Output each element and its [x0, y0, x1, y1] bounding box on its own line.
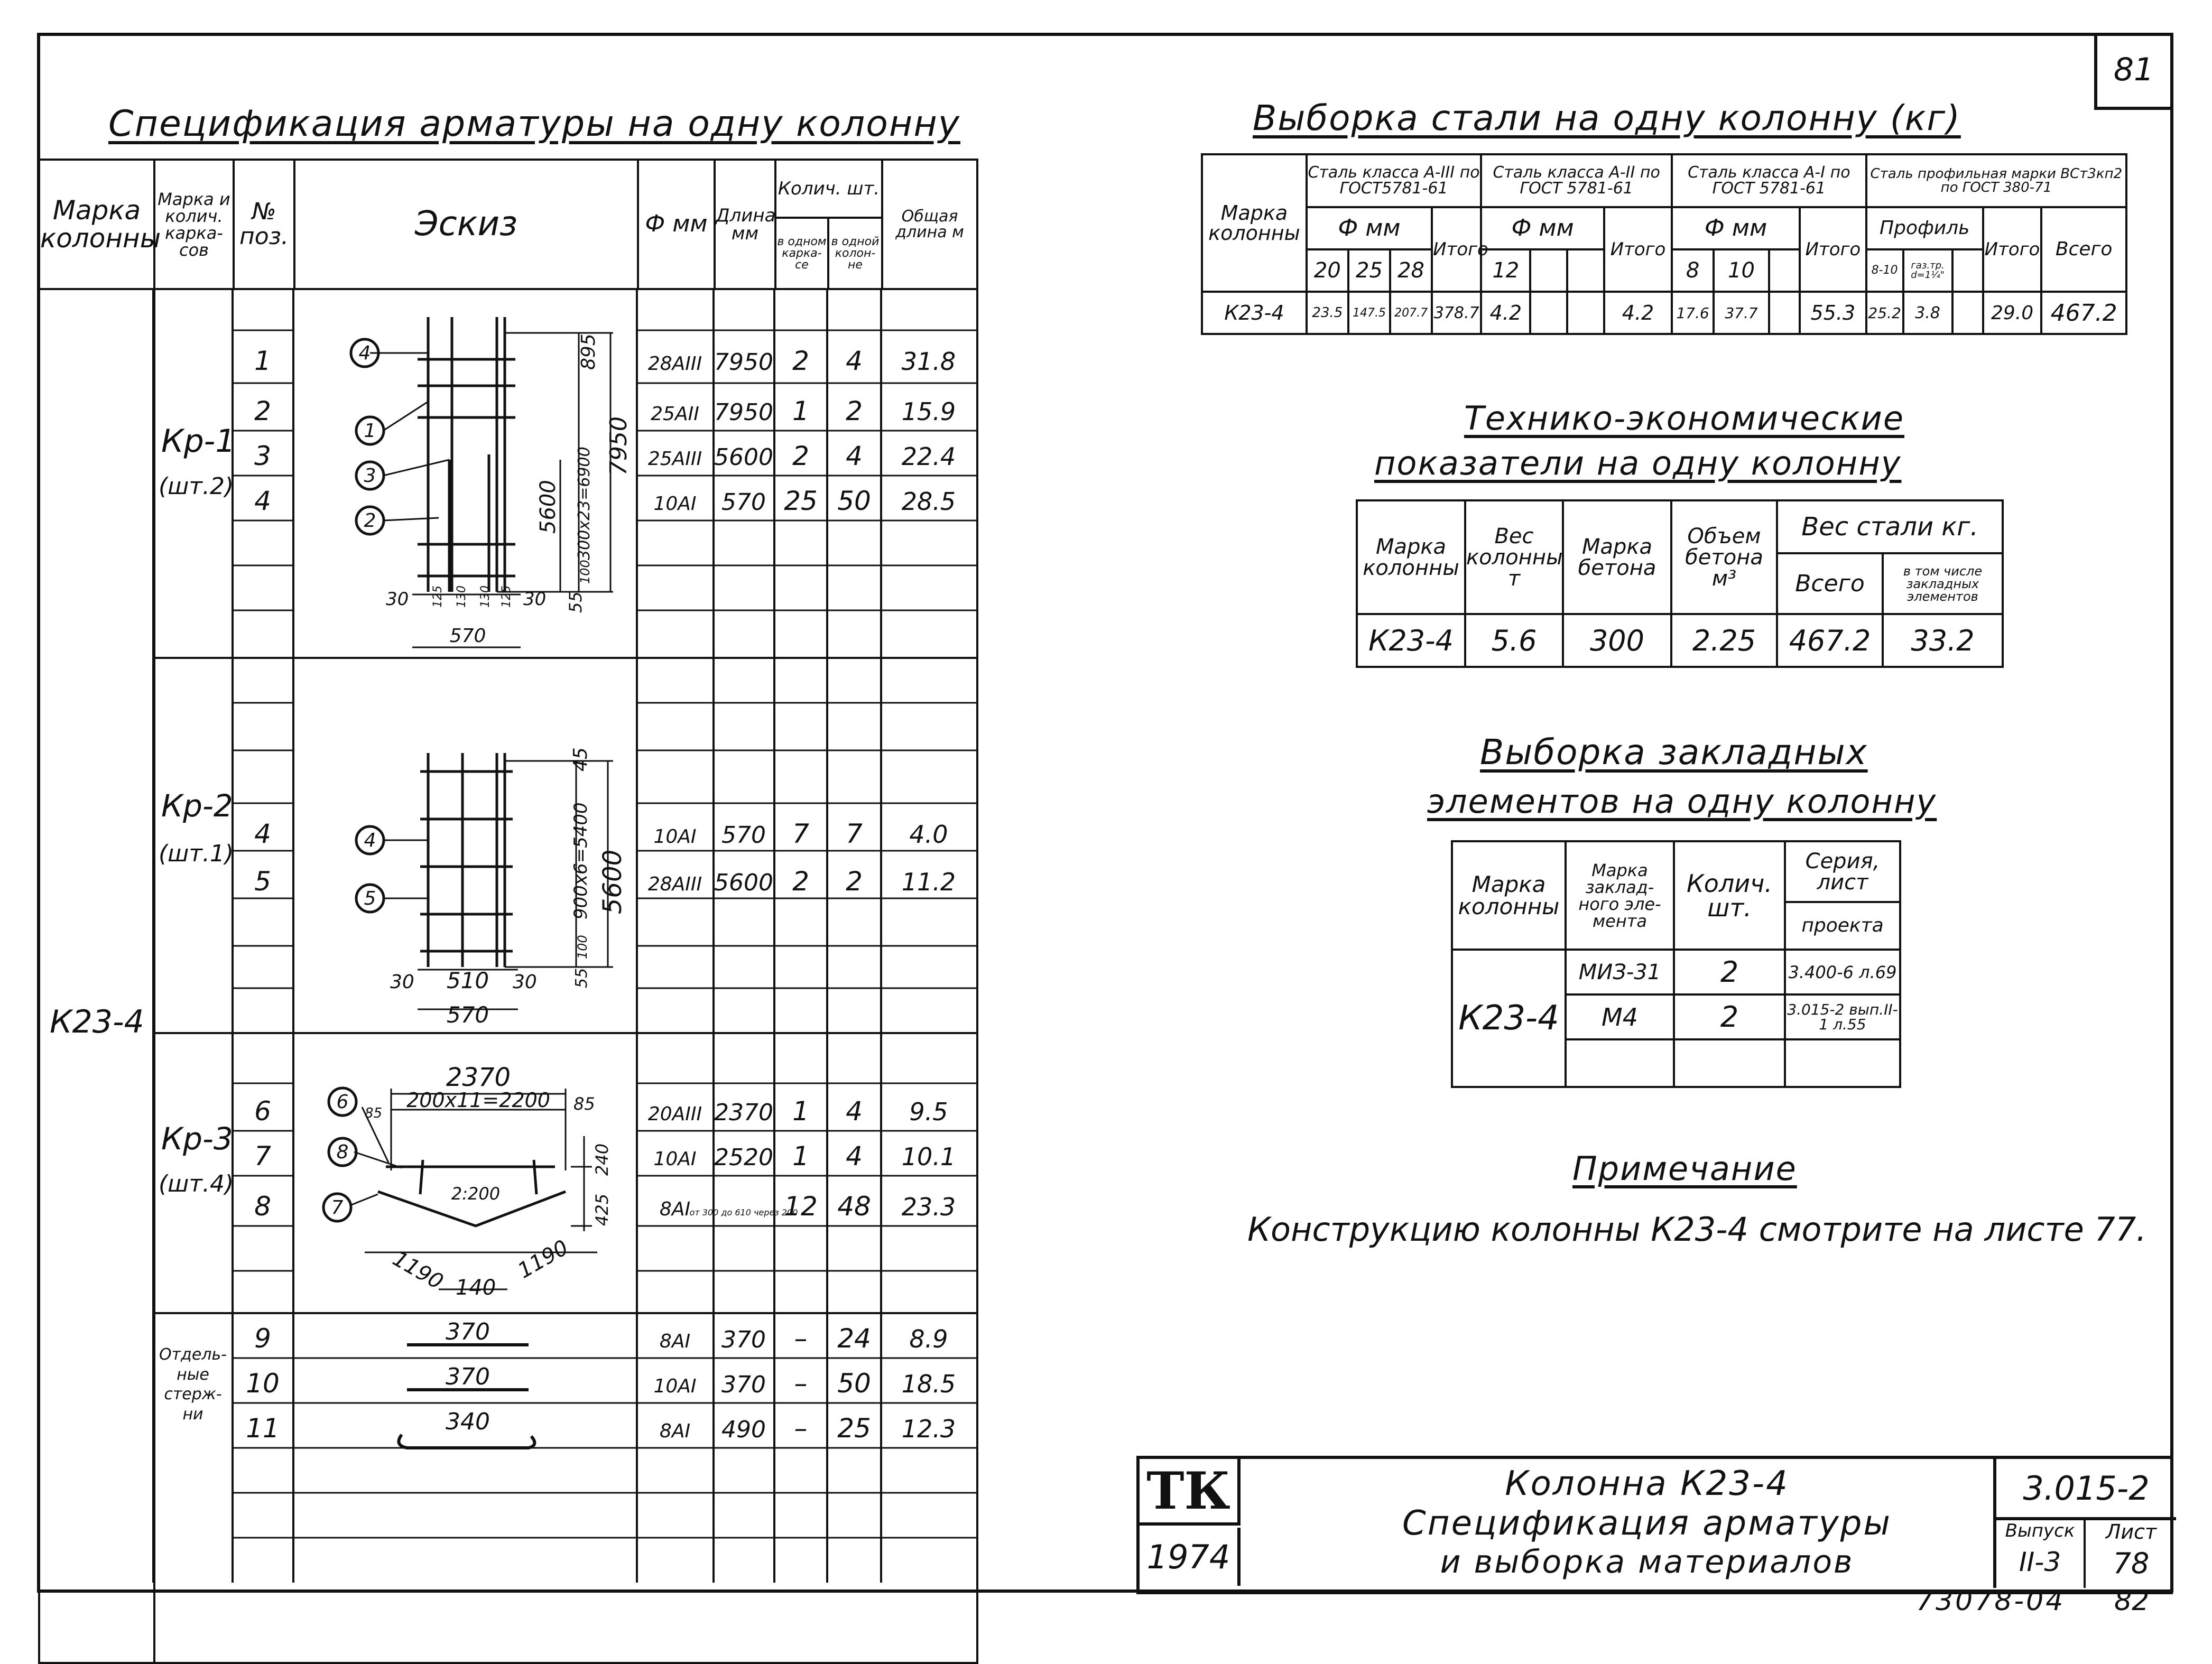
sketch-kr3-labels — [331, 1063, 612, 1300]
hdr-length: Длина мм — [715, 160, 775, 289]
sep-dim-11: 340 — [446, 1408, 490, 1435]
spec-row-dia: 8АI — [659, 1331, 691, 1352]
kr3-callout-2: 8 — [336, 1141, 349, 1163]
steel-sub-empty-2 — [1567, 249, 1604, 292]
spec-row-len: 570 — [721, 822, 766, 849]
embed-table — [1451, 840, 1901, 1088]
stamp-right — [1993, 1459, 2176, 1588]
sketch-separate-labels — [446, 1318, 490, 1435]
steel-row-20: 23.5 — [1307, 292, 1348, 334]
steel-row-empty-2 — [1567, 292, 1604, 334]
spec-row-q1: 25 — [784, 486, 818, 516]
hdr-quantity: Колич. шт. — [775, 160, 882, 218]
embed-row3-mark — [1566, 1039, 1674, 1087]
hdr-qty-per-frame: в одном карка-се — [775, 218, 828, 289]
note-text: Конструкцию колонны К23-4 смотрите на листе 77. — [1247, 1210, 2147, 1249]
kr2-dim-5600: 5600 — [598, 849, 627, 914]
sep-dim-10: 370 — [446, 1363, 490, 1390]
spec-row-pos: 7 — [254, 1141, 271, 1172]
kr1-dim-b2: 125 — [431, 585, 445, 608]
note-title: Примечание — [1572, 1149, 1797, 1188]
kr2-callout-2: 5 — [364, 888, 376, 909]
spec-row-pos: 4 — [254, 819, 271, 849]
embed-title-1: Выборка закладных — [1480, 732, 1868, 773]
steel-row-8: 17.6 — [1672, 292, 1714, 334]
embed-row1-series: 3.400-6 л.69 — [1785, 950, 1900, 994]
steel-row-total: 467.2 — [2041, 292, 2126, 334]
embed-hdr-mark: Марка колонны — [1452, 841, 1566, 950]
steel-hdr-a3: Сталь класса А-III по ГОСТ5781-61 — [1307, 154, 1481, 207]
spec-row-dia: 20АIII — [647, 1103, 702, 1125]
spec-row-tot: 9.5 — [909, 1098, 948, 1126]
steel-hdr-prof: Сталь профильная марки ВСт3кп2 по ГОСТ 380-71 — [1866, 154, 2126, 207]
kr1-dim-b4: 130 — [479, 585, 492, 608]
spec-row-q1: – — [794, 1323, 808, 1354]
kr3-dim-l1: 1190 — [388, 1246, 448, 1295]
steel-row-empty-1 — [1530, 292, 1567, 334]
spec-row-q2: 4 — [846, 441, 863, 471]
kr2-dim-b3: 30 — [513, 971, 537, 993]
frame-mark-kr1: Кр-1 — [161, 423, 236, 460]
spec-row-len: 490 — [721, 1416, 766, 1443]
tep-table — [1356, 499, 2004, 668]
tep-hdr-volume: Объем бетона м³ — [1671, 500, 1777, 614]
embed-row1-mark: МИЗ-31 — [1566, 950, 1674, 994]
tep-hdr-mark: Марка колонны — [1357, 500, 1465, 614]
spec-row-pos: 9 — [254, 1323, 271, 1354]
kr3-callout-1: 6 — [336, 1091, 349, 1113]
frame-count-kr2: (шт.1) — [159, 840, 234, 867]
spec-row-dia: 28АIII — [647, 353, 702, 375]
steel-row-25: 147.5 — [1348, 292, 1390, 334]
steel-row-10: 37.7 — [1714, 292, 1769, 334]
footer-code: 73078-04 — [1916, 1585, 2066, 1617]
kr2-dim-b1: 30 — [390, 971, 414, 993]
kr1-dim-55: 55 — [566, 591, 586, 613]
tep-hdr-total: Всего — [1777, 553, 1883, 614]
kr1-dim-5600: 5600 — [536, 480, 560, 534]
steel-hdr-fmm-2: Ф мм — [1481, 207, 1604, 249]
spec-values — [159, 423, 236, 1197]
steel-sub-25: 25 — [1348, 249, 1390, 292]
tep-title-2: показатели на одну колонну — [1374, 444, 1902, 482]
steel-row-empty-4 — [1952, 292, 1983, 334]
steel-hdr-itogo-4: Итого — [1983, 207, 2042, 292]
steel-row-itogo-a1: 55.3 — [1800, 292, 1866, 334]
stamp-sheet-label: Лист — [2105, 1520, 2157, 1544]
kr3-dim-h2: 425 — [592, 1193, 612, 1226]
spec-row-len: 2520 — [714, 1144, 773, 1171]
steel-hdr-itogo-3: Итого — [1800, 207, 1866, 292]
tep-hdr-weight: Вес колонны т — [1465, 500, 1563, 614]
kr1-callout-4: 2 — [364, 510, 376, 532]
spec-row-pos: 1 — [254, 346, 271, 376]
kr3-dim-sub: 200х11=2200 — [406, 1089, 550, 1112]
spec-row-tot: 8.9 — [909, 1325, 948, 1353]
hdr-column-mark: Марка колонны — [39, 160, 154, 289]
kr2-dim-570: 570 — [446, 1002, 489, 1028]
spec-row-tot: 18.5 — [901, 1370, 956, 1398]
kr3-dim-angle: 2:200 — [451, 1184, 501, 1204]
kr1-dim-b6: 30 — [523, 589, 547, 610]
frame-count-kr1: (шт.2) — [159, 473, 234, 500]
spec-row-dia: 25АIII — [647, 448, 702, 470]
hdr-total-length: Общая длина м — [882, 160, 977, 289]
sep-dim-9: 370 — [446, 1318, 490, 1345]
kr1-dim-b5: 125 — [500, 585, 513, 608]
sketch-kr1-labels — [359, 333, 632, 647]
steel-hdr-vsego: Всего — [2041, 207, 2126, 292]
stamp-title-3: и выборка материалов — [1440, 1544, 1854, 1581]
embed-hdr-element: Марка заклад-ного эле-мента — [1566, 841, 1674, 950]
spec-row-tot: 31.8 — [901, 347, 956, 376]
hdr-frame-mark: Марка и колич. карка-сов — [154, 160, 234, 289]
kr1-dim-b1: 30 — [386, 589, 409, 610]
kr1-dim-b3: 130 — [455, 585, 468, 608]
steel-table — [1201, 153, 2127, 335]
spec-row-q1: – — [794, 1413, 808, 1444]
kr1-dim-895: 895 — [578, 333, 599, 370]
stamp-sheet-value: 78 — [2113, 1547, 2150, 1580]
spec-row-q2: 2 — [846, 396, 863, 426]
steel-row-itogo-a3: 378.7 — [1432, 292, 1481, 334]
stamp-logo: ТК — [1140, 1459, 1241, 1526]
tep-hdr-steel-weight: Вес стали кг. — [1777, 500, 2003, 553]
embed-row3-qty — [1674, 1039, 1785, 1087]
steel-sub-empty-4 — [1952, 249, 1983, 292]
embed-row1-qty: 2 — [1674, 950, 1785, 994]
spec-row-pos: 3 — [254, 441, 271, 471]
stamp-title-2: Спецификация арматуры — [1402, 1504, 1892, 1543]
steel-hdr-fmm-1: Ф мм — [1307, 207, 1432, 249]
spec-row-tot: 11.2 — [901, 868, 956, 896]
frame-mark-kr3: Кр-3 — [161, 1121, 233, 1157]
stamp-series: 3.015-2 — [1996, 1459, 2176, 1520]
steel-hdr-mark: Марка колонны — [1202, 154, 1307, 292]
spec-row-tot: 10.1 — [901, 1142, 956, 1171]
steel-sub-20: 20 — [1307, 249, 1348, 292]
spec-row-tot: 4.0 — [909, 820, 948, 849]
spec-row-q2: 50 — [837, 486, 871, 516]
tep-row-volume: 2.25 — [1671, 614, 1777, 667]
spec-row-q2: 4 — [846, 1096, 863, 1127]
spec-row-q1: 1 — [792, 1096, 809, 1127]
steel-sub-8-10: 8-10 — [1866, 249, 1903, 292]
embed-hdr-qty: Колич. шт. — [1674, 841, 1785, 950]
spec-row-q2: 24 — [837, 1323, 871, 1354]
spec-row-len: 5600 — [714, 869, 773, 896]
spec-row-q2: 4 — [846, 346, 863, 376]
spec-row-dia: 25АII — [651, 403, 699, 425]
embed-hdr-series: Серия, лист — [1785, 841, 1900, 902]
kr3-dim-l2: 140 — [455, 1276, 496, 1300]
stamp-issue-value: II-3 — [1996, 1547, 2086, 1588]
kr1-dim-100: 100 — [578, 560, 593, 584]
spec-row-q2: 50 — [837, 1368, 871, 1399]
spec-row-tot: 23.3 — [901, 1193, 956, 1221]
column-mark-value: К23-4 — [50, 1003, 144, 1040]
tep-row-concrete-mark: 300 — [1563, 614, 1671, 667]
spec-row-q1: 1 — [792, 396, 809, 426]
embed-hdr-project: проекта — [1785, 902, 1900, 950]
kr3-dim-h1: 240 — [592, 1143, 612, 1176]
spec-row-pos: 8 — [254, 1191, 271, 1222]
hdr-diameter: Ф мм — [638, 160, 715, 289]
tep-row-steel-total: 467.2 — [1777, 614, 1883, 667]
spec-row-q1: 2 — [792, 866, 809, 897]
kr3-dim-s2: 85 — [573, 1094, 595, 1114]
tep-row-steel-embedded: 33.2 — [1883, 614, 2003, 667]
spec-row-tot: 12.3 — [901, 1415, 956, 1443]
tep-row-mark: К23-4 — [1357, 614, 1465, 667]
spec-title: Спецификация арматуры на одну колонну — [108, 103, 961, 145]
steel-sub-8: 8 — [1672, 249, 1714, 292]
kr1-dim-570: 570 — [449, 625, 486, 647]
spec-row-len: 570 — [721, 489, 766, 516]
spec-row-pos: 5 — [254, 866, 271, 897]
steel-row-28: 207.7 — [1390, 292, 1432, 334]
spec-row-dia: 28АIII — [647, 873, 702, 895]
spec-row-dia: 8АI — [659, 1198, 691, 1220]
kr1-dim-7950: 7950 — [605, 416, 632, 476]
embed-row2-mark: М4 — [1566, 994, 1674, 1039]
tep-hdr-concrete-mark: Марка бетона — [1563, 500, 1671, 614]
spec-row-q1: 7 — [792, 819, 809, 849]
steel-hdr-a2: Сталь класса А-II по ГОСТ 5781-61 — [1481, 154, 1672, 207]
spec-row-dia: 8АI — [659, 1420, 691, 1442]
kr2-dim-45: 45 — [570, 747, 591, 771]
kr2-dim-5400: 900х6=5400 — [570, 802, 591, 919]
spec-row-len: 7950 — [714, 349, 773, 376]
steel-row-12: 4.2 — [1481, 292, 1530, 334]
hdr-qty-per-column: в одной колон-не — [828, 218, 882, 289]
hdr-position: № поз. — [234, 160, 294, 289]
spec-row-pos: 4 — [254, 486, 271, 516]
steel-row-itogo-a2: 4.2 — [1604, 292, 1672, 334]
steel-row-gas-pipe: 3.8 — [1903, 292, 1952, 334]
spec-row-len: от 300 до 610 через 200 — [689, 1207, 798, 1217]
kr1-dim-6900: 300х23=6900 — [575, 447, 594, 560]
frame-mark-kr2: Кр-2 — [161, 788, 233, 824]
title-block — [1136, 1456, 2173, 1594]
spec-row-len: 370 — [721, 1371, 766, 1398]
spec-row-q1: 12 — [784, 1191, 818, 1222]
kr3-dim-l3: 1190 — [514, 1235, 573, 1284]
kr1-callout-2: 1 — [364, 420, 376, 442]
steel-row-8-10: 25.2 — [1866, 292, 1903, 334]
kr2-callout-1: 4 — [364, 830, 376, 851]
spec-row-q1: 2 — [792, 346, 809, 376]
spec-row-tot: 15.9 — [901, 397, 956, 426]
spec-row-dia: 10АI — [653, 493, 697, 515]
steel-hdr-itogo-1: Итого — [1432, 207, 1481, 292]
kr1-callout-1: 4 — [358, 342, 371, 364]
spec-row-tot: 28.5 — [901, 487, 956, 516]
kr3-dim-top: 2370 — [446, 1063, 511, 1092]
spec-row-q1: 2 — [792, 441, 809, 471]
spec-row-q1: – — [794, 1368, 808, 1399]
hdr-sketch: Эскиз — [294, 160, 638, 289]
steel-hdr-fmm-3: Ф мм — [1672, 207, 1800, 249]
embed-row2-qty: 2 — [1674, 994, 1785, 1039]
spec-row-tot: 22.4 — [901, 442, 956, 471]
spec-row-len: 7950 — [714, 399, 773, 426]
steel-sub-10: 10 — [1714, 249, 1769, 292]
frame-mark-separate: Отдель-ные стерж-ни — [159, 1345, 227, 1424]
stamp-year: 1974 — [1140, 1528, 1241, 1586]
tep-hdr-embedded: в том числе закладных элементов — [1883, 553, 2003, 614]
embed-col-mark: К23-4 — [1452, 950, 1566, 1087]
kr2-dim-510: 510 — [446, 968, 489, 993]
spec-row-dia: 10АI — [653, 826, 697, 848]
steel-hdr-profile: Профиль — [1866, 207, 1983, 249]
spec-row-pos: 11 — [246, 1413, 280, 1444]
steel-row-itogo-prof: 29.0 — [1983, 292, 2042, 334]
spec-row-dia: 10АI — [653, 1375, 697, 1397]
steel-title: Выборка стали на одну колонну (кг) — [1253, 98, 1961, 138]
embed-row2-series: 3.015-2 вып.II-1 л.55 — [1785, 994, 1900, 1039]
spec-row-q2: 48 — [837, 1191, 871, 1222]
steel-row-mark: К23-4 — [1202, 292, 1307, 334]
spec-row-len: 2370 — [714, 1099, 773, 1126]
spec-row-q1: 1 — [792, 1141, 809, 1172]
spec-row-len: 370 — [721, 1326, 766, 1353]
steel-sub-empty-3 — [1769, 249, 1800, 292]
steel-sub-gas-pipe: газ.тр. d=1¼" — [1903, 249, 1952, 292]
tep-title-1: Технико-экономические — [1464, 399, 1904, 438]
kr2-dim-100: 100 — [575, 935, 590, 959]
spec-row-q2: 2 — [846, 866, 863, 897]
stamp-title-1: Колонна К23-4 — [1505, 1464, 1789, 1503]
steel-sub-28: 28 — [1390, 249, 1432, 292]
steel-hdr-itogo-2: Итого — [1604, 207, 1672, 292]
spec-row-pos: 10 — [246, 1368, 280, 1399]
steel-sub-empty-1 — [1530, 249, 1567, 292]
spec-row-q2: 7 — [846, 819, 863, 849]
steel-row-empty-3 — [1769, 292, 1800, 334]
stamp-issue-label: Выпуск — [1996, 1520, 2086, 1547]
frame-count-kr3: (шт.4) — [159, 1170, 234, 1197]
tep-row-weight: 5.6 — [1465, 614, 1563, 667]
spec-row-q2: 4 — [846, 1141, 863, 1172]
embed-row3-series — [1785, 1039, 1900, 1087]
steel-hdr-a1: Сталь класса А-I по ГОСТ 5781-61 — [1672, 154, 1866, 207]
kr2-dim-55: 55 — [572, 968, 591, 988]
spec-row-dia: 10АI — [653, 1148, 697, 1170]
kr3-callout-3: 7 — [331, 1197, 344, 1219]
spec-row-len: 5600 — [714, 444, 773, 471]
spec-row-q2: 25 — [837, 1413, 871, 1444]
footer-number: 82 — [2114, 1585, 2150, 1617]
embed-title-2: элементов на одну колонну — [1427, 782, 1937, 821]
page-number-text: 81 — [2113, 51, 2154, 88]
spec-row-pos: 6 — [254, 1096, 271, 1127]
steel-sub-12: 12 — [1481, 249, 1530, 292]
kr1-callout-3: 3 — [364, 465, 376, 487]
spec-row-pos: 2 — [254, 396, 271, 426]
kr3-dim-s1: 85 — [365, 1105, 383, 1121]
